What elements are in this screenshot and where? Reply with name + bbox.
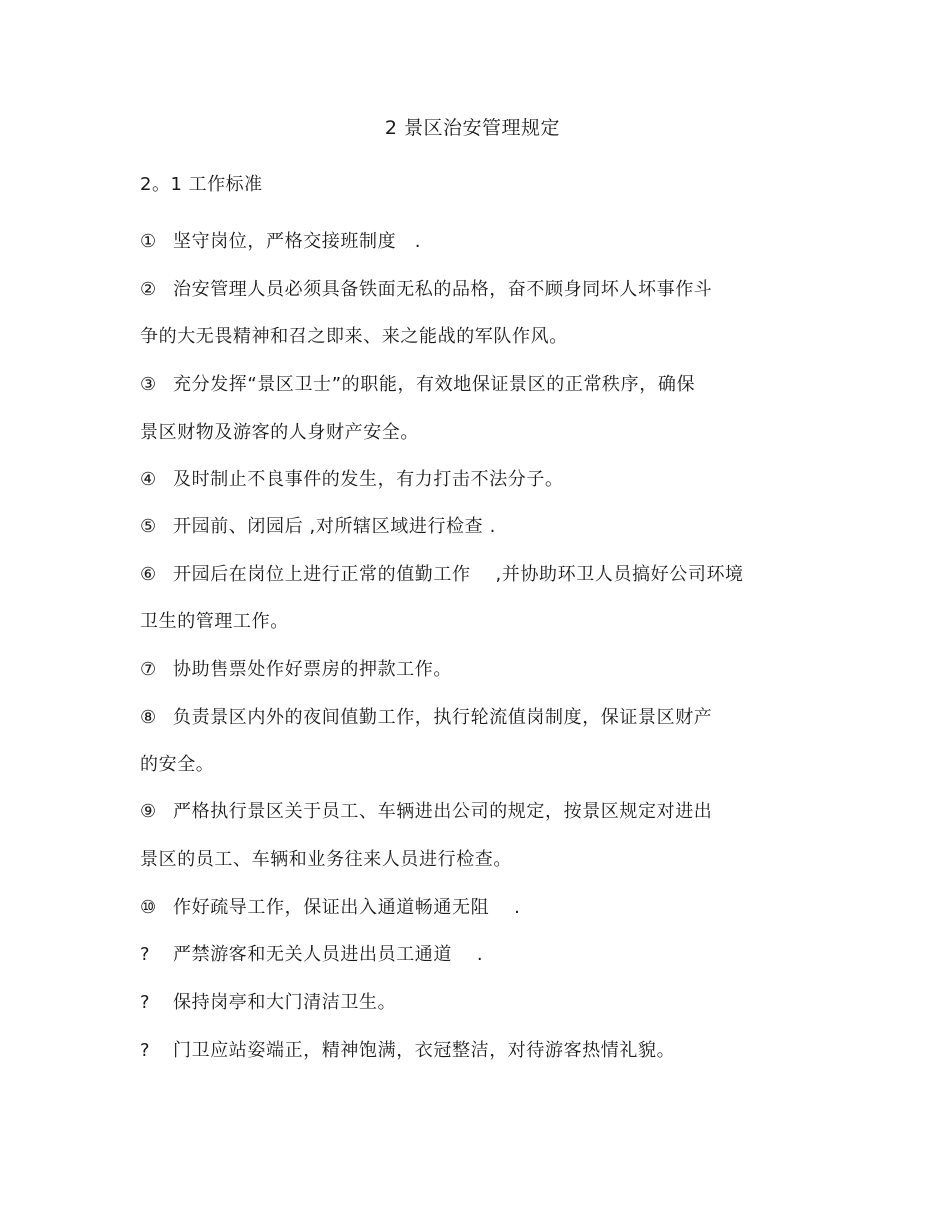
item-text: 协助售票处作好票房的押款工作。 <box>173 659 452 680</box>
item-number: ④ <box>140 469 157 490</box>
list-item-continuation: 景区财物及游客的人身财产安全。 <box>140 422 419 443</box>
item-number: ? <box>140 1040 151 1061</box>
item-number: ③ <box>140 374 157 395</box>
list-item-continuation: 景区的员工、车辆和业务往来人员进行检查。 <box>140 849 512 870</box>
section-heading: 2。1 工作标准 <box>140 174 263 195</box>
list-item <box>140 563 744 587</box>
item-number: ⑤ <box>140 516 157 537</box>
item-text: 开园后在岗位上进行正常的值勤工作 ,并协助环卫人员搞好公司环境 <box>173 564 744 585</box>
list-item <box>140 706 712 730</box>
item-text: 充分发挥“景区卫士”的职能，有效地保证景区的正常秩序，确保 <box>173 374 696 395</box>
item-number: ⑦ <box>140 659 157 680</box>
list-item <box>140 230 421 254</box>
item-number: ⑧ <box>140 707 157 728</box>
item-text: 负责景区内外的夜间值勤工作，执行轮流值岗制度，保证景区财产 <box>173 707 713 728</box>
item-text: 门卫应站姿端正，精神饱满，衣冠整洁，对待游客热情礼貌。 <box>173 1040 676 1061</box>
item-text: 严禁游客和无关人员进出员工通道 . <box>173 944 484 965</box>
list-item <box>140 943 483 967</box>
item-text: 严格执行景区关于员工、车辆进出公司的规定，按景区规定对进出 <box>173 801 713 822</box>
list-item-continuation: 的安全。 <box>140 754 215 775</box>
item-text: 及时制止不良事件的发生，有力打击不法分子。 <box>173 469 564 490</box>
list-item <box>140 991 396 1015</box>
list-item <box>140 373 695 397</box>
item-text: 保持岗亭和大门清洁卫生。 <box>173 992 397 1013</box>
item-text: 作好疏导工作，保证出入通道畅通无阻 . <box>173 897 521 918</box>
list-item <box>140 278 712 302</box>
page-title: 2 景区治安管理规定 <box>384 117 561 139</box>
list-item-continuation: 争的大无畏精神和召之即来、来之能战的军队作风。 <box>140 326 568 347</box>
item-number: ⑨ <box>140 801 157 822</box>
list-item-continuation: 卫生的管理工作。 <box>140 611 289 632</box>
item-number: ? <box>140 992 151 1013</box>
item-text: 开园前、闭园后 ,对所辖区域进行检查 . <box>173 516 496 537</box>
item-number: ① <box>140 231 157 252</box>
item-number: ② <box>140 279 157 300</box>
list-item <box>140 468 564 492</box>
item-text: 治安管理人员必须具备铁面无私的品格，奋不顾身同坏人坏事作斗 <box>173 279 713 300</box>
item-number: ? <box>140 944 151 965</box>
list-item <box>140 658 452 682</box>
list-item <box>140 515 496 539</box>
list-item <box>140 1039 675 1063</box>
list-item <box>140 800 712 824</box>
item-number: ⑩ <box>140 897 157 918</box>
item-text: 坚守岗位，严格交接班制度 . <box>173 231 422 252</box>
list-item <box>140 896 520 920</box>
item-number: ⑥ <box>140 564 157 585</box>
